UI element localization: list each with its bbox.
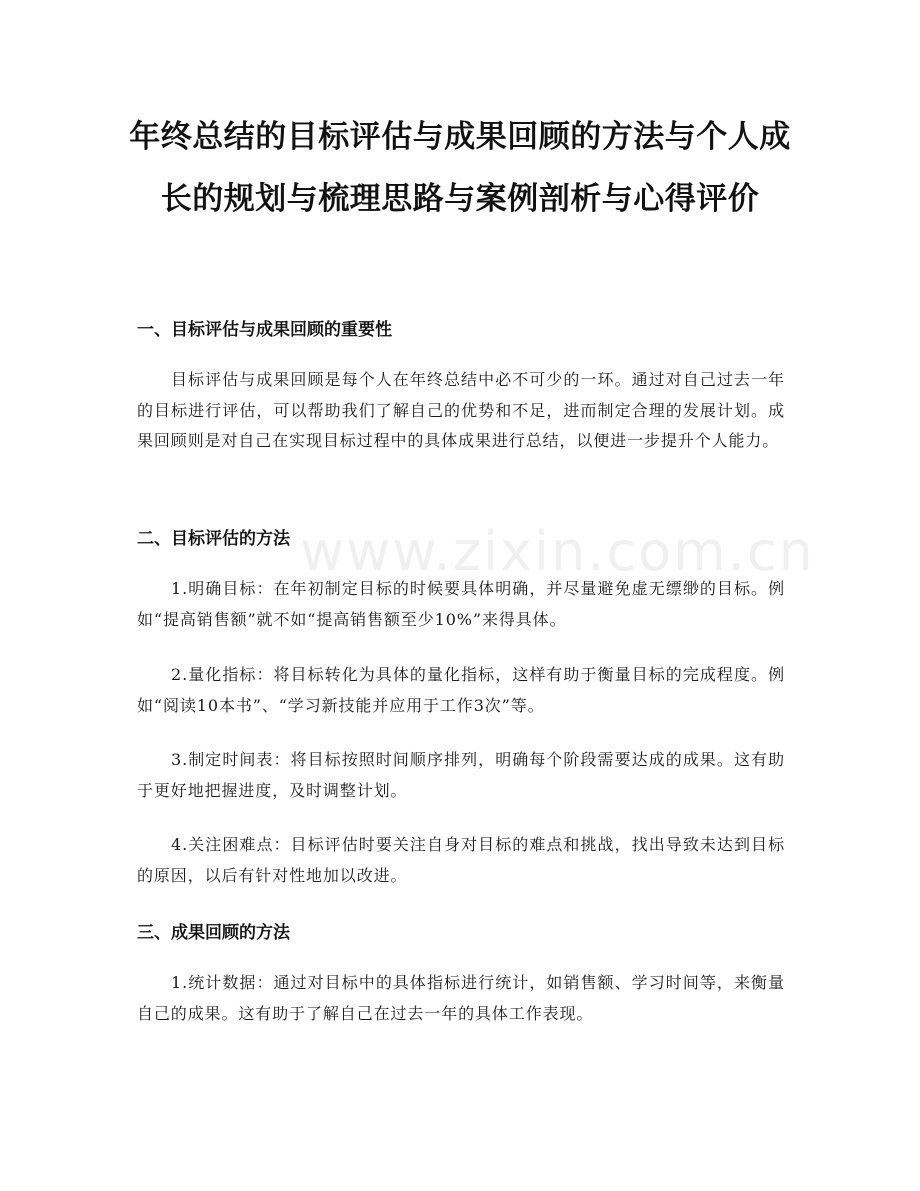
section-heading-2: 二、目标评估的方法	[137, 529, 290, 549]
section-1-paragraph-1: 目标评估与成果回顾是每个人在年终总结中必不可少的一环。通过对自己过去一年的目标进行评估，可以帮助我们了解自己的优势和不足，进而制定合理的发展计划。成果回顾则是对自己在实现目标过程中的具体成果进行总结，以便进一步提升个人能力。	[137, 370, 785, 450]
section-2-paragraph-1: 1.明确目标：在年初制定目标的时候要具体明确，并尽量避免虚无缥缈的目标。例如“提高销售额”就不如“提高销售额至少10%”来得具体。	[137, 579, 785, 629]
document-title: 年终总结的目标评估与成果回顾的方法与个人成长的规划与梳理思路与案例剖析与心得评价	[129, 119, 791, 217]
section-2-paragraph-2: 2.量化指标：将目标转化为具体的量化指标，这样有助于衡量目标的完成程度。例如“阅读10本书”、“学习新技能并应用于工作3次”等。	[137, 665, 785, 715]
section-heading-3: 三、成果回顾的方法	[137, 923, 290, 943]
section-2-paragraph-3: 3.制定时间表：将目标按照时间顺序排列，明确每个阶段需要达成的成果。这有助于更好地把握进度，及时调整计划。	[137, 750, 785, 800]
section-2-paragraph-4: 4.关注困难点：目标评估时要关注自身对目标的难点和挑战，找出导致未达到目标的原因，以后有针对性地加以改进。	[137, 835, 785, 885]
section-heading-1: 一、目标评估与成果回顾的重要性	[137, 320, 392, 340]
section-3-paragraph-1: 1.统计数据：通过对目标中的具体指标进行统计，如销售额、学习时间等，来衡量自己的成果。这有助于了解自己在过去一年的具体工作表现。	[137, 973, 785, 1023]
watermark: www.zixin.com.cn	[300, 520, 815, 583]
